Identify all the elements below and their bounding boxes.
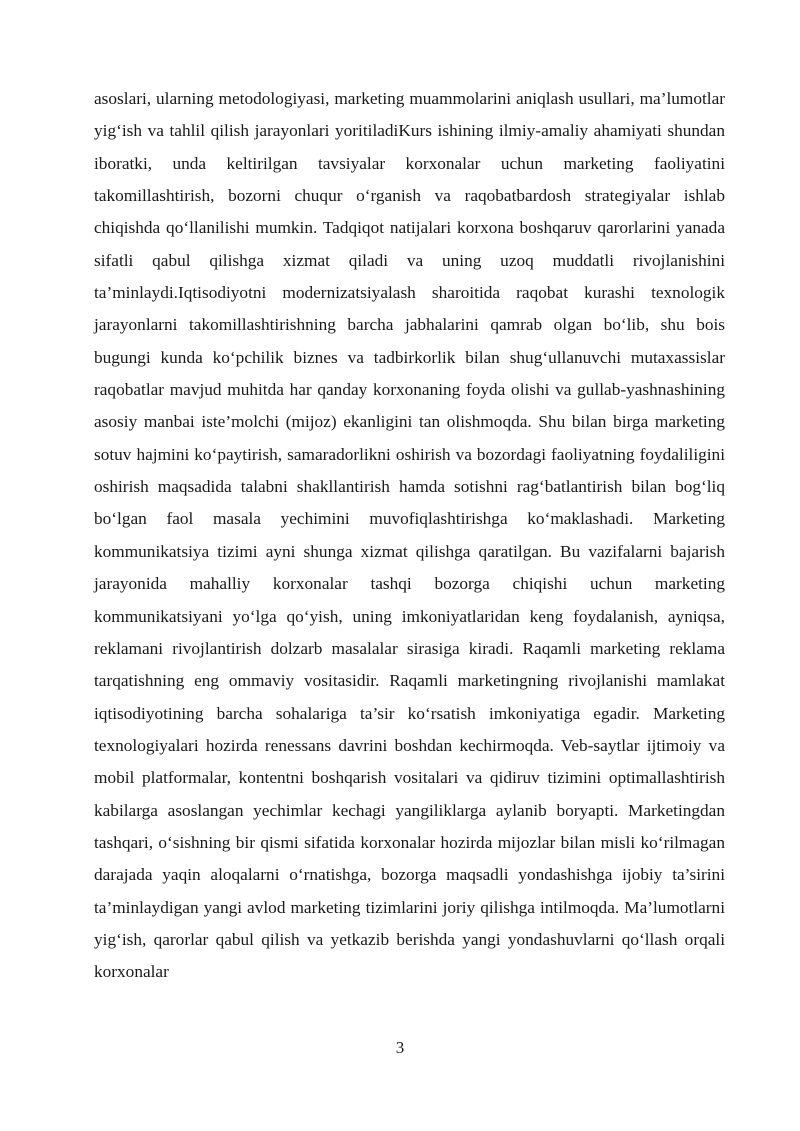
page-number: 3 — [395, 1038, 405, 1057]
body-paragraph: asoslari, ularning metodologiyasi, marketing muammolarini aniqlash usullari, ma’lumotlar yig‘ish va tahlil qilish jarayonlari yoritiladiKurs ishining ilmiy-amaliy ahamiyati shundan iboratki, unda keltirilgan tavsiyalar korxonalar uchun marketing faoliyatini takomillashtirish, bozorni chuqur o‘rganish va raqobatbardosh strategiyalar ishlab chiqishda qo‘llanilishi mumkin. Tadqiqot natijalari korxona boshqaruv qarorlarini yanada sifatli qabul qilishga xizmat qiladi va uning uzoq muddatli rivojlanishini ta’minlaydi.Iqtisodiyotni modernizatsiyalash sharoitida raqobat kurashi texnologik jarayonlarni takomillashtirishning barcha jabhalarini qamrab olgan bo‘lib, shu bois bugungi kunda ko‘pchilik biznes va tadbirkorlik bilan shug‘ullanuvchi mutaxassislar raqobatlar mavjud muhitda har qanday korxonaning foyda olishi va gullab-yashnashining asosiy manbai iste’molchi (mijoz) ekanligini tan olishmoqda. Shu bilan birga marketing sotuv hajmini ko‘paytirish, samaradorlikni oshirish va bozordagi faoliyatning foydaliligini oshirish maqsadida talabni shakllantirish hamda sotishni rag‘batlantirish bilan bog‘liq bo‘lgan faol masala yechimini muvofiqlashtirishga ko‘maklashadi. Marketing kommunikatsiya tizimi ayni shunga xizmat qilishga qaratilgan. Bu vazifalarni bajarish jarayonida mahalliy korxonalar tashqi bozorga chiqishi uchun marketing kommunikatsiyani yo‘lga qo‘yish, uning imkoniyatlaridan keng foydalanish, ayniqsa, reklamani rivojlantirish dolzarb masalalar sirasiga kiradi. Raqamli marketing reklama tarqatishning eng ommaviy vositasidir. Raqamli marketingning rivojlanishi mamlakat iqtisodiyotining barcha sohalariga ta’sir ko‘rsatish imkoniyatiga egadir. Marketing texnologiyalari hozirda renessans davrini boshdan kechirmoqda. Veb-saytlar ijtimoiy va mobil platformalar, kontentni boshqarish vositalari va qidiruv tizimini optimallashtirish kabilarga asoslangan yechimlar kechagi yangiliklarga aylanib boryapti. Marketingdan tashqari, o‘sishning bir qismi sifatida korxonalar hozirda mijozlar bilan misli ko‘rilmagan darajada yaqin aloqalarni o‘rnatishga, bozorga maqsadli yondashishga ijobiy ta’sirini ta’minlaydigan yangi avlod marketing tizimlarini joriy qilishga intilmoqda. Ma’lumotlarni yig‘ish, qarorlar qabul qilish va yetkazib berishda yangi yondashuvlarni qo‘llash orqali korxonalar — [94, 89, 725, 982]
